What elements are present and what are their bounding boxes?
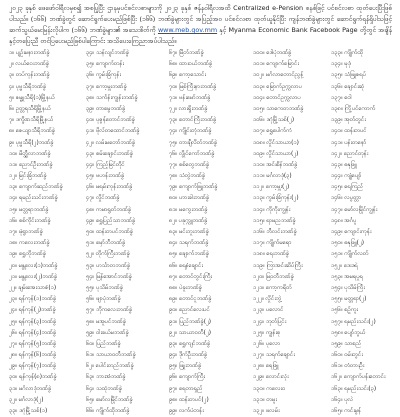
branch-list-item: ၂၄။ ရန်ကုန်(၂)ဘဏ်ခွဲ [9, 307, 56, 314]
branch-list-item: ၆၃။ ဘားအံဘဏ်ခွဲ [86, 374, 126, 381]
branch-list-item: ၁၆။ စစ်ကိုင်းဘဏ်ခွဲ [9, 217, 51, 224]
branch-list-item: ၁၅၈။ ပျော်ဘွယ် [331, 329, 366, 336]
branch-list-item: ၁၀၁။ ကျောက်မြောင်း [253, 61, 299, 68]
branch-list-item: ၄၄။ ကြည့်မြင်တိုင် [86, 161, 125, 168]
branch-list-item: ၉၇။ ရေတာရှည် [169, 385, 203, 392]
branch-list-item: ၃၅။ ကျောက်တန်း [86, 61, 125, 68]
branch-list-item: ၁၀၉။ လှိုင်သာယာ(၂) [253, 150, 299, 157]
branch-list-item: ၁၂၀။ မြဝတီဘဏ်ခွဲ [253, 273, 294, 280]
branch-list-item: ၆။ ဥတ္တရသီရိမြို့နယ် [9, 105, 51, 112]
branch-list-item: ၇၁။ ဗန်းမော်ဘဏ်ခွဲ [169, 94, 211, 101]
branch-list-item: ၄၁။ ဗိုလ်တထောင်ဘဏ်ခွဲ [86, 128, 140, 135]
branch-list-item: ၃၉။ တာမွေဘဏ်ခွဲ [86, 105, 126, 112]
branch-list-item: ၆၆။ ကျိုက်ထိုဘဏ်ခွဲ [86, 408, 130, 414]
branch-list-item: ၁၅၅။ မတ္တရာ(၂) [331, 296, 367, 303]
branch-list-item: ၁၃။ ကျောက်ဆည်ဘဏ်ခွဲ [9, 184, 63, 191]
branch-list-item: ၃၃။ ဒဂုံမြို့သစ်(၁) [9, 408, 48, 414]
branch-list-item: ၁၆၅။ ကင်းမွန် [331, 408, 362, 414]
branch-list-item: ၈၈။ ပဲခူးဘဏ်ခွဲ [169, 284, 202, 291]
branch-list-item: ၁၁၇။ ကျိုက်မရော [253, 240, 292, 247]
branch-list-item: ၁၃၉။ အုတ်တွင်း [331, 117, 366, 124]
branch-list-item: ၄၆။ မရမ်းကုန်းဘဏ်ခွဲ [86, 184, 133, 191]
branch-list-item: ၅၀။ ထန်းတပင်ဘဏ်ခွဲ [86, 229, 134, 235]
branch-list-item: ၁၂၁။ ကော့ကရိတ် [253, 284, 292, 291]
branch-list-item: ၁၀၈။ လှိုင်သာယာ(၁) [253, 139, 299, 146]
branch-list-item: ၁၀၄။ တောင်ဥက္ကလာပ [253, 94, 301, 101]
branch-list-item: ၁၄၇။ မော်လမြိုင်ကျွန်း [331, 206, 378, 213]
branch-list-item: ၁၄၂။ ညောင်တုန်း [331, 150, 369, 157]
branch-list-item: ၂၂။ ချမ်းအေးသာဇံ(၁) [9, 284, 57, 291]
branch-list-item: ၈။ ဇေယျာသီရိဘဏ်ခွဲ [9, 128, 56, 135]
branch-list-item: ၅၃။ ဟင်္သာတဘဏ်ခွဲ [86, 262, 131, 269]
branch-list-item: ၃၆။ ကွမ်းခြံကုန်း [86, 72, 121, 79]
branch-list-item: ၄၇။ လှိုင်ဘဏ်ခွဲ [86, 195, 120, 202]
branch-list-item: ၁၄။ ရမည်းသင်းဘဏ်ခွဲ [9, 195, 58, 202]
branch-list-item: ၁၃၈။ ကြို့ပင်ကောက် [331, 105, 376, 112]
branch-list-item: ၁၂၄။ ဘုတ်ပြင်း [253, 318, 287, 325]
branch-list-item: ၁၃၇။ ဝေါ [331, 94, 352, 101]
branch-list-item: ၇၇။ စစ်တွေဘဏ်ခွဲ [169, 161, 210, 168]
branch-list-item: ၁၂၆။ ပုလော [253, 340, 281, 347]
branch-list-item: ၁၀၅။ သာကေတဘဏ်ခွဲ [253, 105, 304, 112]
branch-list-item: ၁၁၃။ ကွမ်းခြံကုန်း(၂) [253, 195, 299, 202]
branch-list-item: ၅။ ဇမ္ဗူသီရိ(၁)မြို့နယ် [9, 94, 55, 101]
branch-list-item: ၁၆၁။ တံတားဦး [331, 363, 365, 370]
branch-list-item: ၁၄၀။ ထန်းတပင် [331, 128, 367, 135]
branch-list-item: ၃၀။ ရန်ကုန်(၈)ဘဏ်ခွဲ [9, 374, 57, 381]
branch-list-item: ၂၃။ ရန်ကုန်(၁)ဘဏ်ခွဲ [9, 296, 57, 303]
branch-list-item: ၁၃၆။ ချောင်းဆုံ [331, 83, 365, 90]
branch-list-item: ၆၄။ သထုံဘဏ်ခွဲ [86, 385, 123, 392]
branch-list-item: ၂၀။ မန္တလေး(၁)ဘဏ်ခွဲ [9, 262, 58, 269]
branch-list-item: ၁၁၂။ ကော့မှူး(၂) [253, 184, 290, 191]
branch-list-item: ၅၄။ မြန်အောင်ဘဏ်ခွဲ [86, 273, 132, 280]
branch-list-item: ၁၃၁။ တမူး [253, 396, 277, 403]
branch-list-item: ၆၁။ သာယာဝတီဘဏ်ခွဲ [86, 352, 136, 359]
branch-list-item: ၅၂။ တိုက်ကြီးဘဏ်ခွဲ [86, 251, 130, 258]
branch-list-item: ၁၅၀။ ဓနုဖြူ(၂) [331, 240, 364, 247]
branch-list-item: ၈၀။ ဟားခါးဘဏ်ခွဲ [169, 195, 210, 202]
branch-list-item: ၄၅။ ဗဟန်းဘဏ်ခွဲ [86, 173, 125, 180]
branch-list-item: ၁၂၇။ သရက်ချောင်း [253, 352, 295, 359]
branch-list-item: ၅၈။ မအူပင်ဘဏ်ခွဲ [86, 318, 127, 325]
branch-list-item: ၂၆။ ရန်ကုန်(၄)ဘဏ်ခွဲ [9, 329, 57, 336]
branch-list-item: ၈၉။ တောင်ငူဘဏ်ခွဲ [169, 296, 212, 303]
branch-list-item: ၁၆၄။ ပုလဲ [331, 396, 354, 403]
branch-list-item: ၁၅၂။ ဒေးဒရဲ [331, 262, 358, 269]
branch-list-item: ၃၄။ သန်လျင်ဘဏ်ခွဲ [86, 50, 129, 56]
branch-list-item: ၁။ ပျဉ်းမနားဘဏ်ခွဲ [9, 50, 50, 56]
branch-list-item: ၁၀။ မိတ္ထီလာဘဏ်ခွဲ [9, 150, 51, 157]
branch-list-item: ၉၅။ ဖြူးဘဏ်ခွဲ [169, 363, 202, 370]
branch-list-item: ၁၃၃။ ကျိုက်ထို [331, 50, 364, 56]
branch-list-item: ၁၁၅။ ရာမညဘဏ်ခွဲ [253, 217, 296, 224]
branch-list-item: ၁၃၄။ မုဒုံ [331, 61, 351, 68]
branch-list-item: ၈၇။ တောင်တွင်းကြီး [169, 273, 213, 280]
branch-list-item: ၁၆၃။ ရမည်းသင်း(၃) [331, 385, 377, 392]
branch-list-item: ၁၀၂။ မင်္ဂလာတောင်ညွန့် [253, 72, 304, 79]
branch-list-item: ၅၁။ မှော်ဘီဘဏ်ခွဲ [86, 240, 126, 247]
branch-list-item: ၈၁။ မကွေးဘဏ်ခွဲ [169, 206, 208, 213]
branch-list-item: ၁၅၆။ စဉ့်ကူး [331, 307, 359, 314]
branch-list-item: ၂၁။ မန္တလေး(၂)ဘဏ်ခွဲ [9, 273, 58, 280]
branch-list-item: ၁၆၂။ ကျောက်ပန်းတောင်း [331, 374, 386, 381]
branch-list-item: ၁၈။ ကလေးဘဏ်ခွဲ [9, 240, 50, 247]
branch-list-item: ၈၄။ သရက်ဘဏ်ခွဲ [169, 240, 209, 247]
branch-list-item: ၅၉။ ဝါးခယ်မဘဏ်ခွဲ [86, 329, 129, 336]
branch-list-item: ၁၂၈။ ရေဖြူ [253, 363, 279, 370]
branch-list-item: ၄၂။ လမ်းမတော်ဘဏ်ခွဲ [86, 139, 136, 146]
branch-list-item: ၃၁။ မင်္ဂလာဒုံဘဏ်ခွဲ [9, 385, 52, 392]
branch-list-item: ၁၁၈။ ရေးဘဏ်ခွဲ [253, 251, 290, 258]
branch-list-item: ၇၀။ မြစ်ကြီးနားဘဏ်ခွဲ [169, 83, 217, 90]
branch-list-item: ၁၇။ မုံရွာဘဏ်ခွဲ [9, 229, 43, 235]
branch-list-item: ၇၆။ လွိုင်ကော်ဘဏ်ခွဲ [169, 150, 215, 157]
branch-list-item: ၂၈။ ရန်ကုန်(၆)ဘဏ်ခွဲ [9, 352, 57, 359]
branch-list-item: ၁၁၆။ ဘီလင်းဘဏ်ခွဲ [253, 229, 297, 235]
branch-list-item: ၁၁။ ညောင်ဦးဘဏ်ခွဲ [9, 161, 53, 168]
branch-list-item: ၆၅။ မော်လမြိုင်ဘဏ်ခွဲ [86, 396, 133, 403]
intro-text-after-link: နှင့် Myanma Economic Bank Facebook Page တို့တွင် အချိန်နှင့်တပြေးညီ တင်ပြပေးမည်ဖြစ်ပါကြောင်း အသိပေးကြေညာအပ်ပါသည်။ [9, 26, 392, 45]
branch-list-item: ၅၅။ ပုသိမ်ဘဏ်ခွဲ [86, 284, 124, 291]
branch-list-item: ၁၅၇။ ရမည်းသင်း(၂) [331, 318, 376, 325]
branch-list-item: ၁၄၅။ ရေကြည် [331, 184, 364, 191]
branch-list-item: ၇။ ဒက္ခိဏသီရိမြို့နယ် [9, 117, 54, 124]
branch-list-item: ၆၀။ ပြည်ဘဏ်ခွဲ [86, 340, 121, 347]
branch-list-item: ၇၂။ လားရှိုးဘဏ်ခွဲ [169, 105, 208, 112]
branch-list-item: ၁၁၉။ ကြာအင်းဆိပ်ကြီး [253, 262, 303, 269]
branch-list-item: ၁၃၀။ ကလေးဝ [253, 385, 286, 392]
intro-text-before-link: ၂၀၂၃ ခုနှစ် ဖေဖော်ဝါရီလမှစ၍ အစပြုပြီး ဌာနမှပင်စင်လစာများကို ၂၀၂၃ ခုနှစ် ဇန်နဝါရီလအထိ Centralized e-Pension စနစ်ဖြင့် ပင်စင်လစာ ထုတ်ပေးပြီးဖြစ်ပါသည်။ (၁၆၆) ဘဏ်ခွဲတွင် ဆောင်ရွက်ပေးမည်ဖြစ်ပြီး (၁၆၆) ဘဏ်ခွဲများတွင် အပြည့်အဝ ပင်စင်လစာ ထုတ်ယူနိုင်ပြီး ကျန်ဘဏ်ခွဲများတွင် ဆောင်ရွက်ရန်ရှိပါသဖြင့် ဆက်သွယ်မေးမြန်းလိုပါက (၁၆၆) ဘဏ်ခွဲများ၏ အသေးစိတ်ကို [9, 4, 392, 34]
branch-list-item: ၈၃။ မင်းဘူးဘဏ်ခွဲ [169, 229, 209, 235]
branch-list-item: ၆၉။ ကော့သောင်း [169, 72, 206, 79]
branch-list-item: ၁၂၃။ ပလောင် [253, 307, 284, 314]
branch-list-item: ၁၂၂။ လှိုင်းဘွဲ့ [253, 296, 282, 303]
branch-list-item: ၁၀၇။ ရွှေပေါက်ကံ [253, 128, 292, 135]
branch-list-item: ၁၂၉။ လောင်းလုံး [253, 374, 289, 381]
branch-list-item: ၁၀၃။ မြောက်ဥက္ကလာပ [253, 83, 302, 90]
branch-list-item: ၁၅၃။ အမရပူရ [331, 273, 363, 280]
branch-list-item: ၇၈။ သံတွဲဘဏ်ခွဲ [169, 173, 206, 180]
branch-list-item: ၁၅၁။ ကျိုက်လတ် [331, 251, 369, 258]
branch-list-item: ၂၉။ ရန်ကုန်(၇)ဘဏ်ခွဲ [9, 363, 57, 370]
intro-paragraph [9, 3, 392, 47]
branch-list-item: ၉၉။ လက်ပံတန်း [169, 408, 204, 414]
branch-list-item: ၁၁၄။ ကိုကိုးကျွန်း [253, 206, 291, 213]
branch-list-item: ၁၉။ ရွှေဘိုဘဏ်ခွဲ [9, 251, 46, 258]
branch-list-item: ၉၄။ ဒိုက်ဦးဘဏ်ခွဲ [169, 352, 208, 359]
branch-list-item: ၁၂။ မြင်းခြံဘဏ်ခွဲ [9, 173, 47, 180]
branch-list-item: ၈၆။ ရေနံချောင်း [169, 262, 203, 269]
branch-list-item: ၁၁၀။ အင်းစိန်ဘဏ်ခွဲ [253, 161, 298, 168]
branch-list-item: ၈၂။ ပခုက္ကူဘဏ်ခွဲ [169, 217, 208, 224]
branch-list-item: ၄၈။ ကမာရွတ်ဘဏ်ခွဲ [86, 206, 132, 213]
branch-list-item: ၄၃။ စမ်းချောင်းဘဏ်ခွဲ [86, 150, 134, 157]
branch-list-item: ၆၈။ ထားဝယ်ဘဏ်ခွဲ [169, 61, 213, 68]
branch-list-item: ၅၇။ ဘိုကလေးဘဏ်ခွဲ [86, 307, 133, 314]
branch-list-item: ၇၉။ ကျောက်ဖြူဘဏ်ခွဲ [169, 184, 218, 191]
branch-list-item: ၃၈။ သင်္ကန်းကျွန်းဘဏ်ခွဲ [86, 94, 138, 101]
branch-list-item: ၁၄၉။ ကျောင်းကုန်း [331, 229, 372, 235]
branch-list-item: ၁၃၅။ သံဖြူဇရပ် [331, 72, 367, 79]
branch-list-item: ၁၆၀။ ဝမ်းတွင်း [331, 352, 363, 359]
branch-list-item: ၁၅။ မတ္တရာဘဏ်ခွဲ [9, 206, 49, 213]
branch-list-item: ၉၃။ ရွှေကျင်ဘဏ်ခွဲ [169, 340, 211, 347]
branch-list-item: ၇၅။ တာချီလိတ်ဘဏ်ခွဲ [169, 139, 218, 146]
branch-list-grid [9, 48, 392, 417]
branch-list-item: ၆၂။ ပေါင်းတည်ဘဏ်ခွဲ [86, 363, 134, 370]
branch-list-item: ၁၁၁။ မင်္ဂလာဒုံ(၃) [253, 173, 292, 180]
website-link[interactable]: www.meb.gov.mm [157, 26, 218, 34]
branch-list-item: ၁၄၄။ ကျုံပျော် [331, 173, 362, 180]
branch-list-item: ၁၄၈။ အင်္ဂပူ [331, 217, 357, 224]
branch-list-item: ၅၆။ ဖျာပုံဘဏ်ခွဲ [86, 296, 121, 303]
branch-list-item: ၇၄။ ကျိုင်းတုံဘဏ်ခွဲ [169, 128, 212, 135]
branch-list-item: ၉၀။ ညောင်လေးပင် [169, 307, 210, 314]
branch-list-item: ၂။ လယ်ဝေးဘဏ်ခွဲ [9, 61, 50, 68]
branch-list-item: ၁၀၆။ ဒဂုံမြို့သစ်(၂) [253, 117, 295, 124]
branch-list-item: ၉၆။ ကျောက်ကြီး [169, 374, 206, 381]
branch-list-item: ၉၂။ သာယာဝတီ(၂) [169, 329, 211, 336]
branch-list-item: ၁၄၃။ ဓနုဖြူ [331, 161, 357, 168]
branch-list-item: ၁၃၂။ ဖလမ်း [253, 408, 280, 414]
branch-list-item: ၉၁။ ပြည်ဘဏ်ခွဲ(၂) [169, 318, 212, 325]
branch-list-item: ၃။ တပ်ကုန်းဘဏ်ခွဲ [9, 72, 50, 79]
branch-list-item: ၉။ ပုဗ္ဗသီရိ(၂)ဘဏ်ခွဲ [9, 139, 54, 146]
branch-list-item: ၃၇။ ကော့မှူးဘဏ်ခွဲ [86, 83, 127, 90]
branch-list-item: ၁၄၆။ လပွတ္တာ [331, 195, 362, 202]
branch-list-item: ၃၂။ မင်္ဂလာဒုံ(၂) [9, 396, 44, 403]
branch-list-item: ၁၄၁။ ပန်းတနော် [331, 139, 367, 146]
branch-list-item: ၆၇။ မြိတ်ဘဏ်ခွဲ [169, 50, 204, 56]
branch-list-item: ၂၇။ ရန်ကုန်(၅)ဘဏ်ခွဲ [9, 340, 57, 347]
branch-list-item: ၁၀၀။ ဒေါပုံဘဏ်ခွဲ [253, 50, 292, 56]
branch-list-item: ၇၃။ တောင်ကြီးဘဏ်ခွဲ [169, 117, 217, 124]
branch-list-item: ၁၅၄။ ပုသိမ်ကြီး [331, 284, 365, 291]
branch-list-item: ၄၀။ ပုဇွန်တောင်ဘဏ်ခွဲ [86, 117, 135, 124]
branch-list-item: ၈၅။ ချောက်ဘဏ်ခွဲ [169, 251, 210, 258]
branch-list-item: ၄၉။ ရွှေပြည်သာဘဏ်ခွဲ [86, 217, 136, 224]
branch-list-item: ၂၅။ ရန်ကုန်(၃)ဘဏ်ခွဲ [9, 318, 57, 325]
branch-list-item: ၁၂၅။ ကျွန်းစု [253, 329, 281, 336]
branch-list-item: ၉၈။ ထန်းတပင်(၂) [169, 396, 209, 403]
branch-list-item: ၄။ ပုဗ္ဗသီရိဘဏ်ခွဲ [9, 83, 47, 90]
branch-list-item: ၁၅၉။ သာစည် [331, 340, 362, 347]
